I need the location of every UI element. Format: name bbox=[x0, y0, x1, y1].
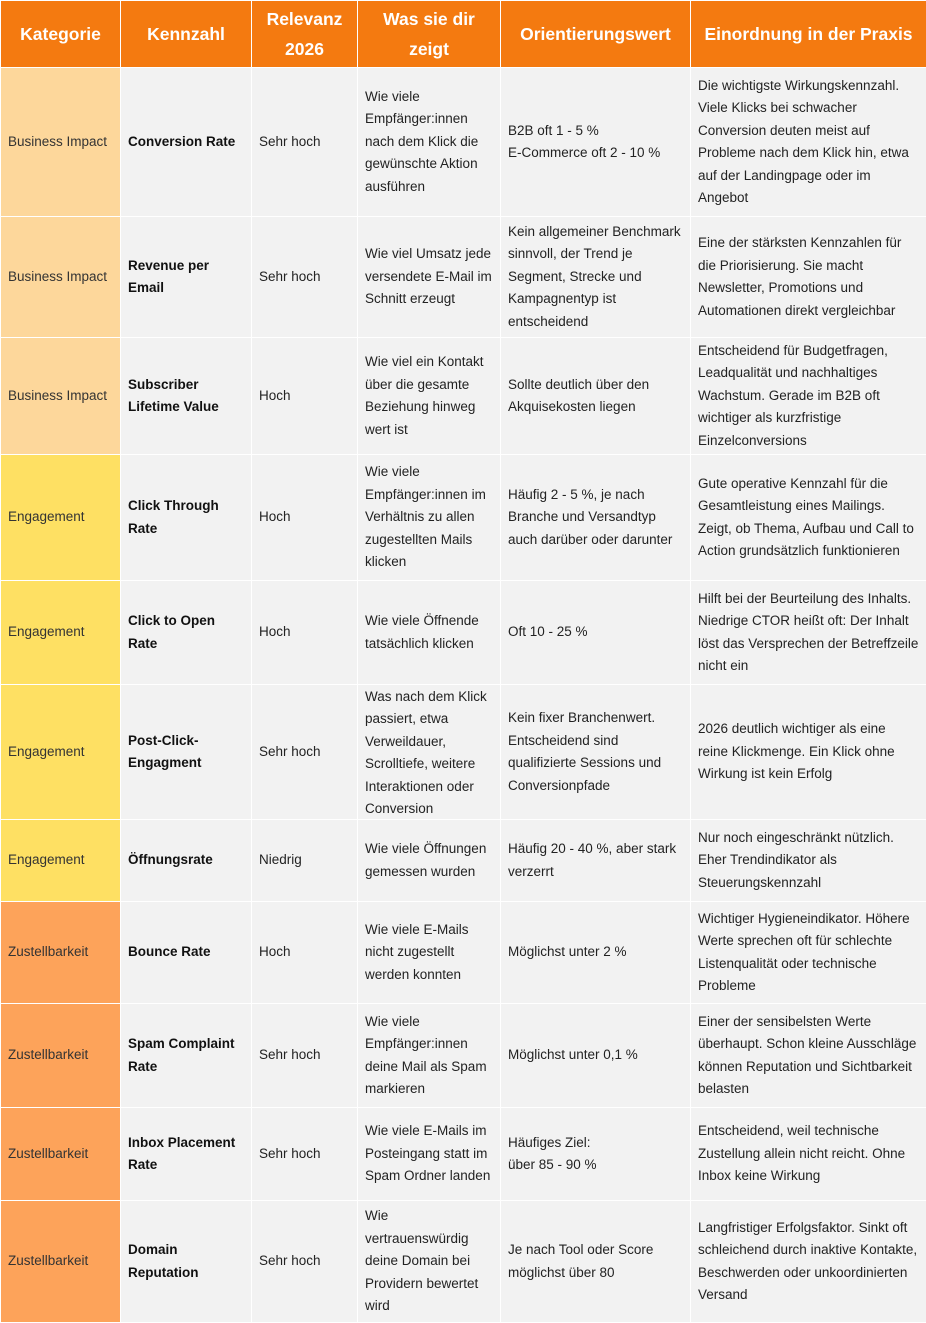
category-cell bbox=[1, 1004, 121, 1108]
metric-cell bbox=[121, 1201, 252, 1323]
meaning-cell-text: Wie viele Empfänger:innen deine Mail als Spam markieren bbox=[365, 1011, 493, 1101]
practice-cell-text: Die wichtigste Wirkungskennzahl. Viele Klicks bei schwacher Conversion deuten meist auf Probleme nach dem Klick hin, etwa auf der Landingpage oder im Angebot bbox=[698, 75, 919, 210]
category-cell-text: Zustellbarkeit bbox=[8, 941, 113, 964]
practice-cell bbox=[691, 1108, 926, 1201]
metric-cell bbox=[121, 902, 252, 1004]
metric-cell-text: Inbox Placement Rate bbox=[128, 1132, 244, 1177]
table-row bbox=[1, 455, 926, 581]
meaning-cell bbox=[358, 1201, 501, 1323]
practice-cell bbox=[691, 581, 926, 685]
benchmark-cell bbox=[501, 1201, 691, 1323]
practice-cell-text: Einer der sensibelsten Werte überhaupt. Schon kleine Ausschläge können Reputation und Sichtbarkeit belasten bbox=[698, 1011, 919, 1101]
metric-cell-text: Domain Reputation bbox=[128, 1239, 244, 1284]
practice-cell bbox=[691, 902, 926, 1004]
meaning-cell-text: Was nach dem Klick passiert, etwa Verweildauer, Scrolltiefe, weitere Interaktionen oder Conversion bbox=[365, 686, 493, 819]
benchmark-cell-text: Möglichst unter 0,1 % bbox=[508, 1044, 683, 1067]
relevance-cell bbox=[252, 685, 358, 820]
metric-cell-text: Subscriber Lifetime Value bbox=[128, 374, 244, 419]
practice-cell-text: Entscheidend, weil technische Zustellung allein nicht reicht. Ohne Inbox keine Wirkung bbox=[698, 1120, 919, 1188]
category-cell bbox=[1, 1201, 121, 1323]
table-row bbox=[1, 685, 926, 820]
meaning-cell-text: Wie viel ein Kontakt über die gesamte Beziehung hinweg wert ist bbox=[365, 351, 493, 441]
table-row bbox=[1, 1108, 926, 1201]
category-cell-text: Business Impact bbox=[8, 131, 113, 154]
category-cell-text: Business Impact bbox=[8, 385, 113, 408]
meaning-cell-text: Wie vertrauenswürdig deine Domain bei Providern bewertet wird bbox=[365, 1205, 493, 1318]
benchmark-cell-text: Oft 10 - 25 % bbox=[508, 621, 683, 644]
table-row bbox=[1, 68, 926, 217]
metric-cell bbox=[121, 455, 252, 581]
table-row bbox=[1, 820, 926, 902]
relevance-cell-text: Hoch bbox=[259, 385, 350, 408]
practice-cell-text: Langfristiger Erfolgsfaktor. Sinkt oft schleichend durch inaktive Kontakte, Beschwerden oder unkoordinierten Versand bbox=[698, 1217, 919, 1307]
metric-cell-text: Click to Open Rate bbox=[128, 610, 244, 655]
benchmark-cell-text: B2B oft 1 - 5 % E-Commerce oft 2 - 10 % bbox=[508, 120, 683, 165]
meaning-cell bbox=[358, 820, 501, 902]
category-cell bbox=[1, 581, 121, 685]
meaning-cell bbox=[358, 685, 501, 820]
category-cell-text: Engagement bbox=[8, 506, 113, 529]
category-cell-text: Zustellbarkeit bbox=[8, 1250, 113, 1273]
meaning-cell bbox=[358, 68, 501, 217]
table-row bbox=[1, 217, 926, 338]
relevance-cell bbox=[252, 68, 358, 217]
benchmark-cell bbox=[501, 685, 691, 820]
meaning-cell-text: Wie viel Umsatz jede versendete E-Mail im Schnitt erzeugt bbox=[365, 243, 493, 311]
header-orientierungswert: Orientierungswert bbox=[501, 1, 691, 68]
metric-cell bbox=[121, 338, 252, 455]
table-body bbox=[1, 68, 926, 1323]
relevance-cell bbox=[252, 455, 358, 581]
benchmark-cell bbox=[501, 338, 691, 455]
relevance-cell bbox=[252, 820, 358, 902]
relevance-cell-text: Sehr hoch bbox=[259, 1044, 350, 1067]
table-row bbox=[1, 338, 926, 455]
table-row bbox=[1, 581, 926, 685]
meaning-cell-text: Wie viele E-Mails nicht zugestellt werden konnten bbox=[365, 919, 493, 987]
practice-cell bbox=[691, 455, 926, 581]
category-cell-text: Business Impact bbox=[8, 266, 113, 289]
meaning-cell bbox=[358, 455, 501, 581]
practice-cell-text: Eine der stärksten Kennzahlen für die Priorisierung. Sie macht Newsletter, Promotions und Automationen direkt vergleichbar bbox=[698, 232, 919, 322]
practice-cell bbox=[691, 685, 926, 820]
benchmark-cell-text: Häufiges Ziel: über 85 - 90 % bbox=[508, 1132, 683, 1177]
relevance-cell-text: Sehr hoch bbox=[259, 741, 350, 764]
category-cell-text: Zustellbarkeit bbox=[8, 1143, 113, 1166]
practice-cell bbox=[691, 338, 926, 455]
category-cell bbox=[1, 902, 121, 1004]
meaning-cell bbox=[358, 581, 501, 685]
meaning-cell-text: Wie viele Empfänger:innen im Verhältnis zu allen zugestellten Mails klicken bbox=[365, 461, 493, 574]
benchmark-cell bbox=[501, 455, 691, 581]
practice-cell-text: Gute operative Kennzahl für die Gesamtleistung eines Mailings. Zeigt, ob Thema, Aufbau und Call to Action grundsätzlich funktionieren bbox=[698, 473, 919, 563]
header-was-sie-dir-zeigt: Was sie dir zeigt bbox=[358, 1, 501, 68]
practice-cell bbox=[691, 217, 926, 338]
meaning-cell-text: Wie viele Öffnungen gemessen wurden bbox=[365, 838, 493, 883]
benchmark-cell bbox=[501, 902, 691, 1004]
category-cell bbox=[1, 455, 121, 581]
relevance-cell bbox=[252, 217, 358, 338]
table-row bbox=[1, 1201, 926, 1323]
relevance-cell-text: Sehr hoch bbox=[259, 266, 350, 289]
meaning-cell-text: Wie viele Empfänger:innen nach dem Klick die gewünschte Aktion ausführen bbox=[365, 86, 493, 199]
relevance-cell-text: Hoch bbox=[259, 621, 350, 644]
metric-cell-text: Öffnungsrate bbox=[128, 849, 244, 872]
category-cell-text: Engagement bbox=[8, 849, 113, 872]
practice-cell-text: Hilft bei der Beurteilung des Inhalts. Niedrige CTOR heißt oft: Der Inhalt löst das Versprechen der Betreffzeile nicht ein bbox=[698, 588, 919, 678]
benchmark-cell-text: Häufig 20 - 40 %, aber stark verzerrt bbox=[508, 838, 683, 883]
meaning-cell bbox=[358, 338, 501, 455]
category-cell-text: Engagement bbox=[8, 741, 113, 764]
metric-cell-text: Bounce Rate bbox=[128, 941, 244, 964]
benchmark-cell-text: Sollte deutlich über den Akquisekosten liegen bbox=[508, 374, 683, 419]
header-kategorie: Kategorie bbox=[1, 1, 121, 68]
relevance-cell bbox=[252, 338, 358, 455]
benchmark-cell bbox=[501, 1004, 691, 1108]
metric-cell-text: Post-Click-Engagment bbox=[128, 730, 244, 775]
relevance-cell bbox=[252, 1201, 358, 1323]
practice-cell bbox=[691, 820, 926, 902]
benchmark-cell bbox=[501, 581, 691, 685]
practice-cell bbox=[691, 1004, 926, 1108]
header-kennzahl: Kennzahl bbox=[121, 1, 252, 68]
metric-cell bbox=[121, 1108, 252, 1201]
category-cell bbox=[1, 685, 121, 820]
metric-cell bbox=[121, 68, 252, 217]
meaning-cell bbox=[358, 1004, 501, 1108]
category-cell-text: Zustellbarkeit bbox=[8, 1044, 113, 1067]
benchmark-cell-text: Möglichst unter 2 % bbox=[508, 941, 683, 964]
practice-cell-text: 2026 deutlich wichtiger als eine reine Klickmenge. Ein Klick ohne Wirkung ist kein Erfolg bbox=[698, 718, 919, 786]
benchmark-cell-text: Je nach Tool oder Score möglichst über 80 bbox=[508, 1239, 683, 1284]
relevance-cell-text: Hoch bbox=[259, 941, 350, 964]
benchmark-cell-text: Häufig 2 - 5 %, je nach Branche und Versandtyp auch darüber oder darunter bbox=[508, 484, 683, 552]
category-cell bbox=[1, 820, 121, 902]
metric-cell-text: Revenue per Email bbox=[128, 255, 244, 300]
relevance-cell-text: Niedrig bbox=[259, 849, 350, 872]
category-cell bbox=[1, 1108, 121, 1201]
metric-cell bbox=[121, 685, 252, 820]
meaning-cell bbox=[358, 217, 501, 338]
metric-cell bbox=[121, 1004, 252, 1108]
category-cell bbox=[1, 338, 121, 455]
relevance-cell-text: Sehr hoch bbox=[259, 131, 350, 154]
header-relevanz: Relevanz 2026 bbox=[252, 1, 358, 68]
relevance-cell bbox=[252, 581, 358, 685]
metric-cell-text: Spam Complaint Rate bbox=[128, 1033, 244, 1078]
benchmark-cell bbox=[501, 217, 691, 338]
category-cell-text: Engagement bbox=[8, 621, 113, 644]
benchmark-cell bbox=[501, 68, 691, 217]
table-row bbox=[1, 902, 926, 1004]
relevance-cell-text: Hoch bbox=[259, 506, 350, 529]
table-row bbox=[1, 1004, 926, 1108]
practice-cell-text: Entscheidend für Budgetfragen, Leadqualität und nachhaltiges Wachstum. Gerade im B2B oft wichtiger als kurzfristige Einzelconversions bbox=[698, 340, 919, 453]
category-cell bbox=[1, 68, 121, 217]
meaning-cell bbox=[358, 1108, 501, 1201]
metric-cell-text: Conversion Rate bbox=[128, 131, 244, 154]
metric-cell bbox=[121, 820, 252, 902]
category-cell bbox=[1, 217, 121, 338]
metric-cell-text: Click Through Rate bbox=[128, 495, 244, 540]
relevance-cell bbox=[252, 902, 358, 1004]
meaning-cell-text: Wie viele E-Mails im Posteingang statt im Spam Ordner landen bbox=[365, 1120, 493, 1188]
metric-cell bbox=[121, 217, 252, 338]
benchmark-cell-text: Kein fixer Branchenwert. Entscheidend sind qualifizierte Sessions und Conversionpfade bbox=[508, 707, 683, 797]
benchmark-cell bbox=[501, 1108, 691, 1201]
relevance-cell bbox=[252, 1004, 358, 1108]
practice-cell bbox=[691, 68, 926, 217]
practice-cell-text: Wichtiger Hygieneindikator. Höhere Werte sprechen oft für schlechte Listenqualität oder technische Probleme bbox=[698, 908, 919, 998]
benchmark-cell bbox=[501, 820, 691, 902]
header-row bbox=[1, 1, 926, 68]
relevance-cell bbox=[252, 1108, 358, 1201]
practice-cell bbox=[691, 1201, 926, 1323]
benchmark-cell-text: Kein allgemeiner Benchmark sinnvoll, der Trend je Segment, Strecke und Kampagnentyp ist entscheidend bbox=[508, 221, 683, 334]
meaning-cell bbox=[358, 902, 501, 1004]
metric-cell bbox=[121, 581, 252, 685]
relevance-cell-text: Sehr hoch bbox=[259, 1250, 350, 1273]
header-einordnung: Einordnung in der Praxis bbox=[691, 1, 926, 68]
relevance-cell-text: Sehr hoch bbox=[259, 1143, 350, 1166]
practice-cell-text: Nur noch eingeschränkt nützlich. Eher Trendindikator als Steuerungskennzahl bbox=[698, 827, 919, 895]
meaning-cell-text: Wie viele Öffnende tatsächlich klicken bbox=[365, 610, 493, 655]
